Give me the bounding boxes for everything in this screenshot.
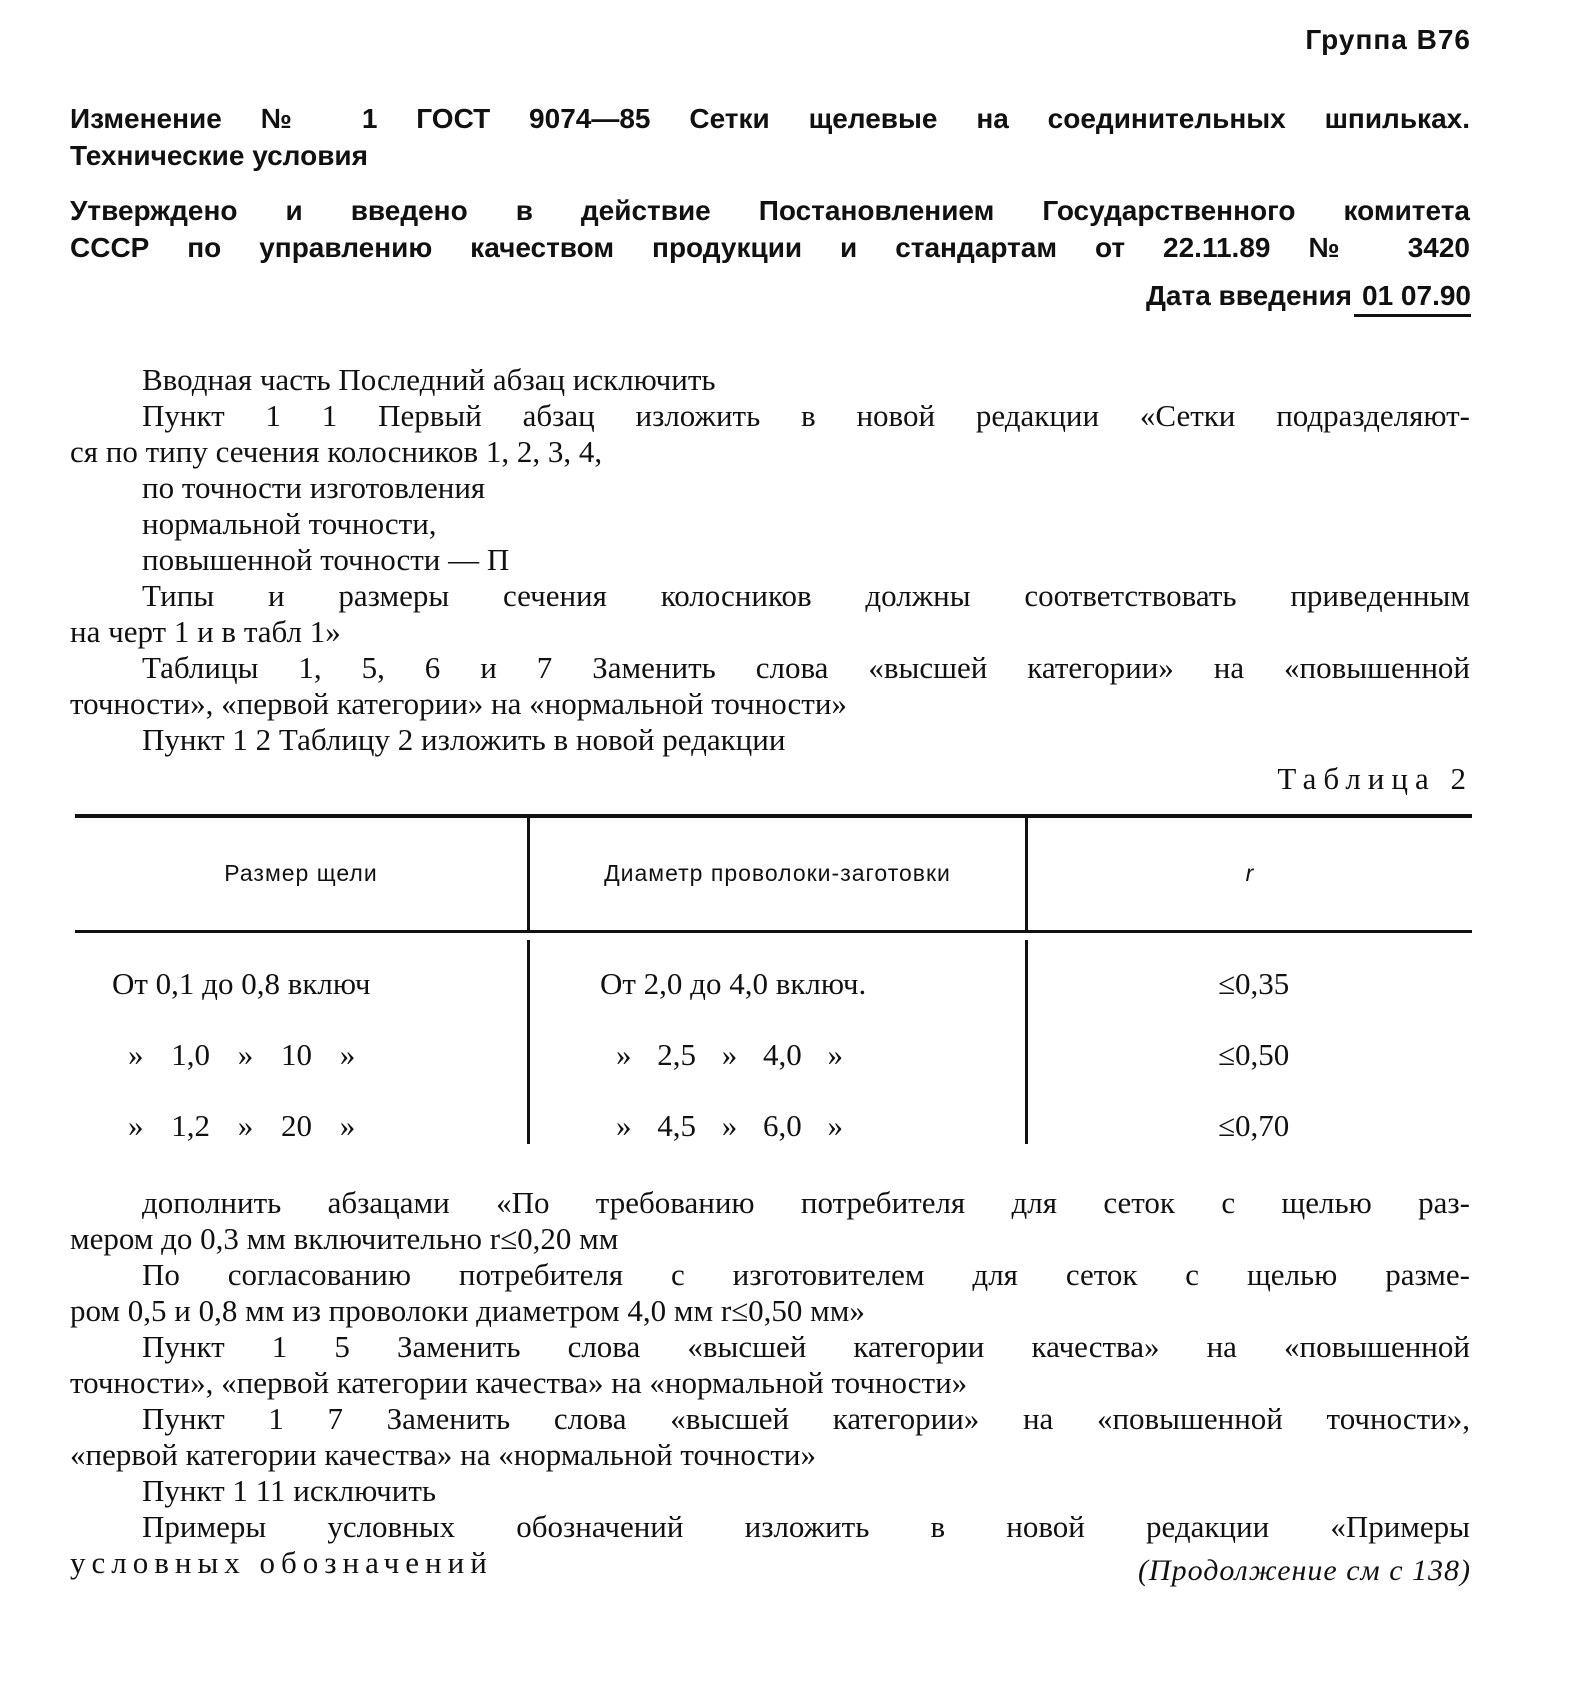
effective-date-label: Дата введения (1145, 280, 1352, 311)
table-cell: От 2,0 до 4,0 включ. (600, 966, 867, 1001)
paragraph-line: нормальной точности, (142, 506, 437, 541)
paragraph-line: ся по типу сечения колосников 1, 2, 3, 4, (70, 434, 603, 469)
body-text-top (70, 362, 1470, 758)
paragraph-line: Пункт 1 5 Заменить слова «высшей категории качества» на «повышенной (142, 1329, 1470, 1364)
table-cell: ≤0,70 (1218, 1108, 1290, 1143)
approval-line-1: Утверждено и введено в действие Постановлением Государственного комитета (70, 195, 1470, 226)
table-cell: От 0,1 до 0,8 включ (112, 966, 371, 1001)
paragraph-line: Пункт 1 1 Первый абзац изложить в новой редакции «Сетки подразделяют- (142, 398, 1470, 433)
group-label: Группа В76 (1305, 24, 1471, 55)
effective-date (1146, 280, 1471, 317)
table-cell: » 4,5 » 6,0 » (616, 1108, 843, 1143)
table-header-cell: Размер щели (224, 860, 378, 886)
paragraph-line: точности», «первой категории» на «нормальной точности» (70, 686, 847, 721)
table-cell: » 2,5 » 4,0 » (616, 1037, 843, 1072)
title-line-1: Изменение № 1 ГОСТ 9074—85 Сетки щелевые на соединительных шпильках. (70, 103, 1470, 134)
approval-line-2: СССР по управлению качеством продукции и стандартам от 22.11.89 № 3420 (70, 232, 1470, 263)
table-cell: ≤0,35 (1218, 966, 1290, 1001)
table-cell: » 1,2 » 20 » (128, 1108, 356, 1143)
table-caption: Таблица 2 (1277, 761, 1473, 796)
paragraph-line: на черт 1 и в табл 1» (70, 614, 341, 649)
paragraph-line: По согласованию потребителя с изготовителем для сеток с щелью разме- (142, 1257, 1470, 1292)
paragraph-line: Типы и размеры сечения колосников должны соответствовать приведенным (142, 578, 1470, 613)
paragraph-line: мером до 0,3 мм включительно r≤0,20 мм (70, 1221, 619, 1256)
column-divider (527, 940, 530, 1144)
paragraph-line: Вводная часть Последний абзац исключить (142, 362, 716, 397)
approval-statement (70, 192, 1470, 266)
paragraph-line: Пункт 1 11 исключить (142, 1473, 437, 1508)
paragraph-line: точности», «первой категории качества» на «нормальной точности» (70, 1365, 968, 1400)
table-header-rule (75, 930, 1472, 933)
table-header-cell: Диаметр проволоки-заготовки (604, 860, 951, 886)
table-header-cell: r (1245, 860, 1255, 886)
body-text-bottom (70, 1185, 1470, 1581)
continuation-note: (Продолжение см с 138) (1137, 1554, 1471, 1587)
paragraph-line: Пункт 1 7 Заменить слова «высшей категории» на «повышенной точности», (142, 1401, 1470, 1436)
paragraph-line: условных обозначений (70, 1545, 493, 1580)
table-cell: » 1,0 » 10 » (128, 1037, 356, 1072)
paragraph-line: Примеры условных обозначений изложить в новой редакции «Примеры (142, 1509, 1470, 1544)
paragraph-line: повышенной точности — П (142, 542, 510, 577)
table-top-rule (75, 814, 1472, 818)
paragraph-line: Пункт 1 2 Таблицу 2 изложить в новой редакции (142, 722, 786, 757)
paragraph-line: по точности изготовления (142, 470, 486, 505)
title-line-2: Технические условия (70, 140, 368, 171)
column-divider (1025, 940, 1028, 1144)
paragraph-line: ром 0,5 и 0,8 мм из проволоки диаметром 4,0 мм r≤0,50 мм» (70, 1293, 865, 1328)
paragraph-line: дополнить абзацами «По требованию потребителя для сеток с щелью раз- (142, 1185, 1470, 1220)
effective-date-value: 01 07.90 (1354, 280, 1471, 317)
paragraph-line: Таблицы 1, 5, 6 и 7 Заменить слова «высшей категории» на «повышенной (142, 650, 1470, 685)
document-title (70, 100, 1470, 174)
paragraph-line: «первой категории качества» на «нормальной точности» (70, 1437, 816, 1472)
table-cell: ≤0,50 (1218, 1037, 1290, 1072)
